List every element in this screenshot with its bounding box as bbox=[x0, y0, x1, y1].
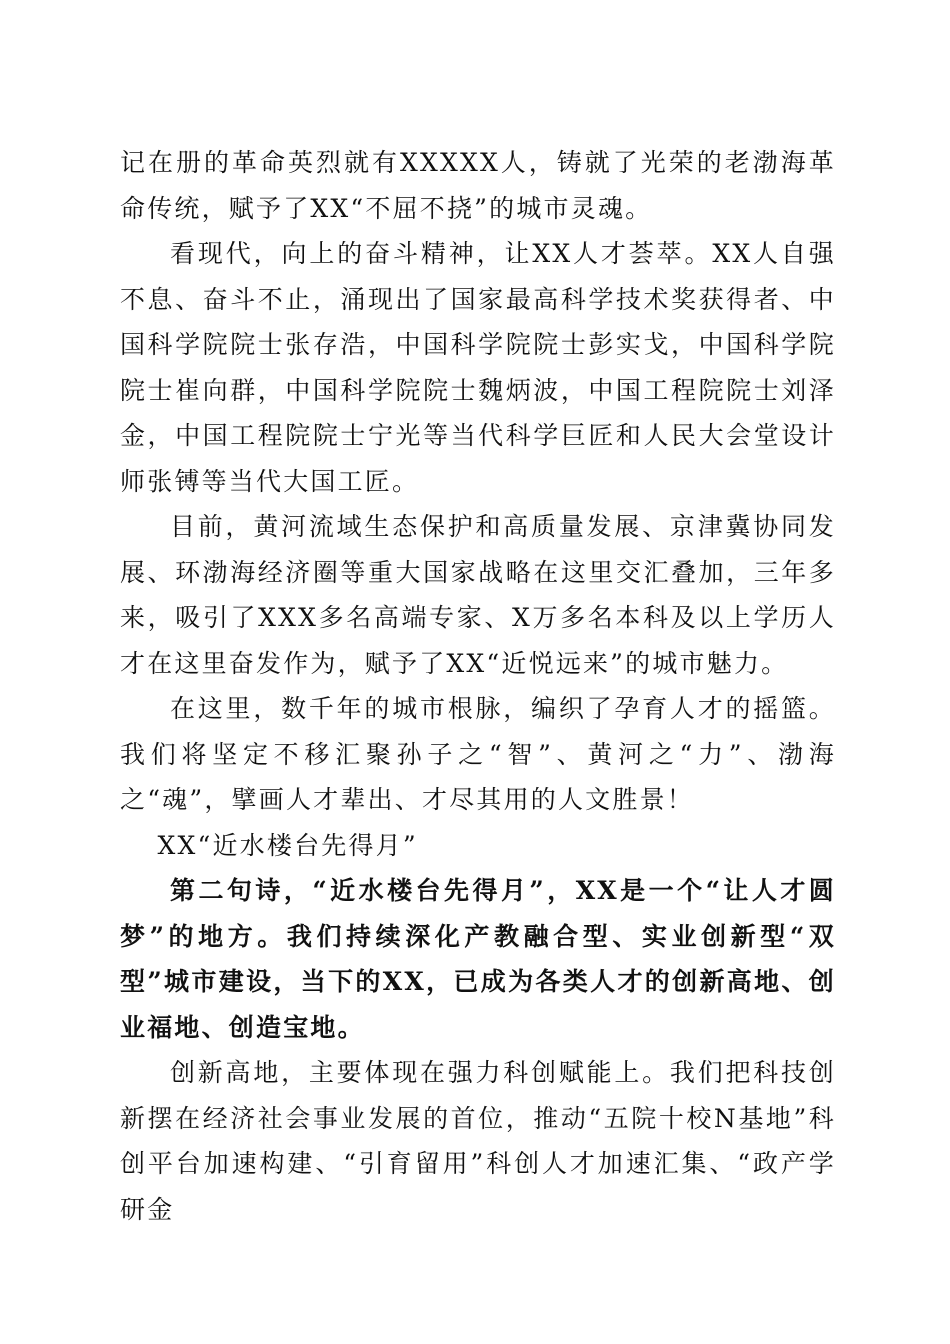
paragraph-city-roots: 在这里，数千年的城市根脉，编织了孕育人才的摇篮。我们将坚定不移汇聚孙子之“智”、黄河之“力”、渤海之“魂”，擘画人才辈出、才尽其用的人文胜景！ bbox=[120, 694, 836, 814]
paragraph-innovation-highland: 创新高地，主要体现在强力科创赋能上。我们把科技创新摆在经济社会事业发展的首位，推动“五院十校N基地”科创平台加速构建、“引育留用”科创人才加速汇集、“政产学研金 bbox=[120, 1058, 836, 1224]
paragraph-second-poem: 第二句诗，“近水楼台先得月”，XX是一个“让人才圆梦”的地方。我们持续深化产教融合型、实业创新型“双型”城市建设，当下的XX，已成为各类人才的创新高地、创业福地、创造宝地。 bbox=[120, 876, 836, 1042]
paragraph-continuation: 记在册的革命英烈就有XXXXX人，铸就了光荣的老渤海革命传统，赋予了XX“不屈不挠”的城市灵魂。 bbox=[120, 148, 836, 223]
document-body bbox=[120, 140, 836, 1232]
section-heading: XX“近水楼台先得月” bbox=[157, 830, 418, 860]
paragraph-modern-talent: 看现代，向上的奋斗精神，让XX人才荟萃。XX人自强不息、奋斗不止，涌现出了国家最高科学技术奖获得者、中国科学院院士张存浩，中国科学院院士彭实戈，中国科学院院士崔向群，中国科学院院士魏炳波，中国工程院院士刘泽金，中国工程院院士宁光等当代科学巨匠和人民大会堂设计师张镈等当代大国工匠。 bbox=[120, 239, 836, 496]
paragraph-national-strategy: 目前，黄河流域生态保护和高质量发展、京津冀协同发展、环渤海经济圈等重大国家战略在这里交汇叠加，三年多来，吸引了XXX多名高端专家、X万多名本科及以上学历人才在这里奋发作为，赋予了XX“近悦远来”的城市魅力。 bbox=[120, 512, 836, 678]
